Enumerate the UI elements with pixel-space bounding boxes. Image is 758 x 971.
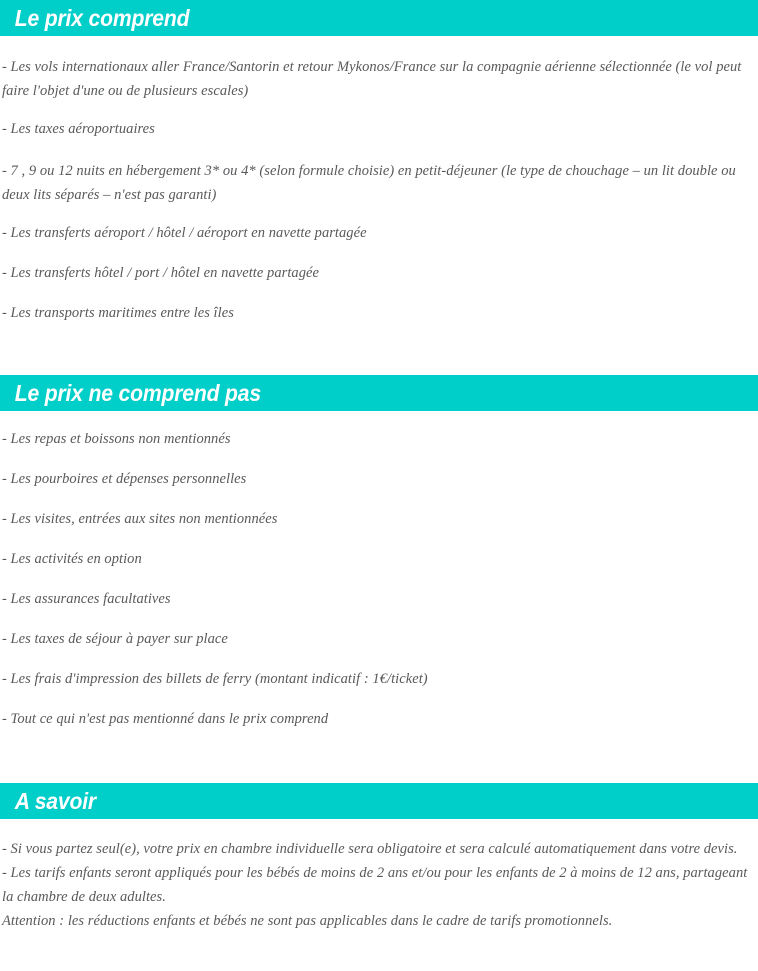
note-paragraph: Attention : les réductions enfants et bébés ne sont pas applicables dans le cadre de tarifs promotionnels. [2, 913, 613, 929]
note-paragraph: - Si vous partez seul(e), votre prix en chambre individuelle sera obligatoire et sera calculé automatiquement dans votre devis. [2, 841, 738, 857]
list-item: - Les activités en option [2, 551, 142, 567]
section-header-prix-comprend: Le prix comprend [0, 0, 758, 36]
included-list [0, 36, 758, 323]
list-item: - Les vols internationaux aller France/Santorin et retour Mykonos/France sur la compagnie aérienne sélectionnée (le vol peut faire l'objet d'une ou de plusieurs escales) [2, 59, 742, 99]
list-item: - Les frais d'impression des billets de ferry (montant indicatif : 1€/ticket) [2, 671, 428, 687]
list-item: - Les assurances facultatives [2, 591, 171, 607]
list-item: - Les transferts aéroport / hôtel / aéroport en navette partagée [2, 225, 367, 241]
section-header-a-savoir: A savoir [0, 783, 758, 819]
list-item: - Les visites, entrées aux sites non mentionnées [2, 511, 278, 527]
list-item: - Les taxes de séjour à payer sur place [2, 631, 228, 647]
section-prix-comprend [0, 0, 758, 343]
list-item: - Les pourboires et dépenses personnelles [2, 471, 247, 487]
list-item: - Tout ce qui n'est pas mentionné dans le prix comprend [2, 711, 329, 727]
list-item: - Les transports maritimes entre les îles [2, 305, 234, 321]
section-prix-ne-comprend-pas [0, 375, 758, 749]
section-a-savoir [0, 783, 758, 933]
notes-list [0, 819, 758, 933]
list-item: - 7 , 9 ou 12 nuits en hébergement 3* ou 4* (selon formule choisie) en petit-déjeuner (le type de chouchage – un lit double ou deux lits séparés – n'est pas garanti) [2, 163, 736, 203]
excluded-list [0, 411, 758, 729]
list-item: - Les repas et boissons non mentionnés [2, 431, 231, 447]
list-item: - Les taxes aéroportuaires [2, 121, 155, 137]
section-header-prix-ne-comprend-pas: Le prix ne comprend pas [0, 375, 758, 411]
note-paragraph: - Les tarifs enfants seront appliqués pour les bébés de moins de 2 ans et/ou pour les enfants de 2 à moins de 12 ans, partageant la chambre de deux adultes. [2, 865, 748, 905]
list-item: - Les transferts hôtel / port / hôtel en navette partagée [2, 265, 319, 281]
